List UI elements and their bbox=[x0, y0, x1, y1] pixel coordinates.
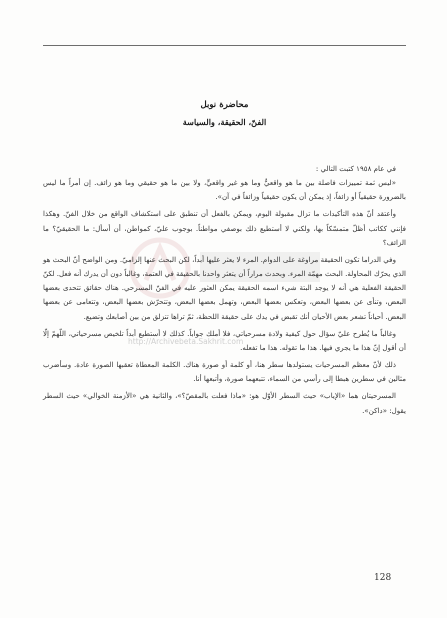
body-text bbox=[43, 162, 406, 418]
paragraph-4: وفي الدراما تكون الحقيقة مراوغة على الدوام. المرء لا يعثر عليها أبداً، لكن البحث عنها إلزاميّ. ومن الواضح أنّ البحث هو الذي يحرّك المحاولة. البحث مهمّة المرء. وبحدث مراراً أن يتعثر واحدنا بالحقيقة في العتمة، وغالباً دون أن يدرك أنه فعل. لكنّ الحقيقة الفعلية هي أنه لا يوجد البتة شيء اسمه الحقيقة يمكن العثور عليه في الفنّ المسرحي. هناك حقائق تتحدى بعضها البعض، وتنأى عن بعضها البعض، وتعكس بعضها البعض، وتهمل بعضها البعض، وتتحرّش بعضها البعض، وتتعامى عن بعضها البعض. أحياناً تشعر بعض الأحيان أنك تقبض في يدك على حقيقة اللحظة، ثمّ تراها تتزلق من بين أصابعك وتضيع. bbox=[43, 254, 406, 321]
lecture-title: محاضرة نوبل bbox=[200, 100, 249, 110]
page-number: 128 bbox=[374, 573, 392, 583]
lecture-subtitle: الفنّ، الحقيقة، والسياسة bbox=[182, 117, 267, 127]
paragraph-3: وأعتقد أنّ هذه التأكيدات ما تزال مقبولة اليوم، ويمكن بالفعل أن تنطبق على استكشاف الواقع من خلال الفنّ. وهكذا فإنني ككاتب أظلّ متمسّكاً بها، ولكني لا أستطيع ذلك بوصفي مواطناً. بوجوب عليّ، كمواطن، أن أسأل: ما الحقيقيّ؟ ما الزائف؟ bbox=[43, 209, 406, 247]
paragraph-6: ذلك لأنّ معظم المسرحيات يستولدها سطر هنا، أو كلمة أو صورة هناك. الكلمة المعطاة تعقبها الصورة عادة. وسأضرب مثالين في سطرين هبطا إلى رأسي من السماء، تتبعهما صورة، وأتبعها أنا. bbox=[43, 360, 406, 384]
watermark-url: http://Archivebeta.Sakhrit.com bbox=[128, 337, 244, 346]
paragraph-2: «ليس ثمة تمييزات فاصلة بين ما هو واقعيٌّ وما هو غير واقعيٍّ، ولا بين ما هو حقيقي وما هو زائف. إن أمراً ما ليس بالضرورة حقيقياً أو زائفاً، إذ يمكن أن يكون حقيقياً وزائفاً في آن». bbox=[43, 178, 406, 202]
paragraph-5: وغالباً ما يُطرح عليّ سؤال حول كيفية ولادة مسرحياتي، فلا أملك جواباً. كذلك لا أستطيع أبداً تلخيص مسرحياتي، اللّهمّ إلّا أن أقول إنّ هذا ما يجري فيها. هذا ما تقوله. هذا ما تفعله. bbox=[43, 328, 406, 352]
header-rule bbox=[43, 45, 406, 46]
paragraph-7: المسرحيتان هما «الإياب» حيث السطر الأوّل هو: «ماذا فعلت بالمقصّ؟»، والثانية هي «الأزمنة الخوالي» حيث السطر يقول: «داكن». bbox=[43, 391, 406, 415]
paragraph-1: في عام ١٩٥٨ كتبت التالي : bbox=[315, 164, 396, 173]
